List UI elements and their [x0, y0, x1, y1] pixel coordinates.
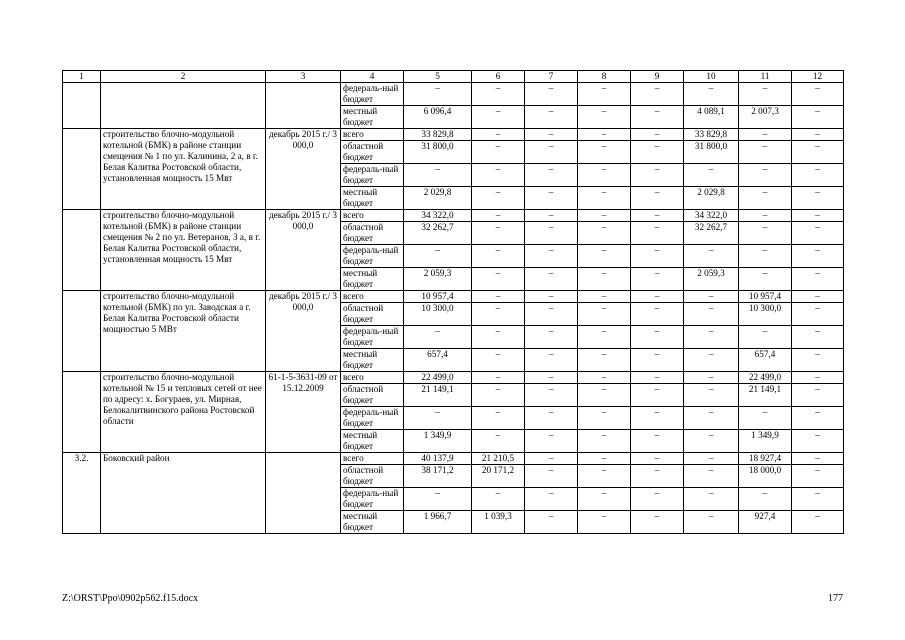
amount-cell: 34 322,0 [404, 210, 472, 222]
object-name-cell: строительство блочно-модульной котельной № 15 и тепловых сетей от нее по адресу: х. Богураев, ул. Мирная, Белокалитвинского района Ростовской области [101, 372, 266, 453]
amount-cell: – [525, 384, 578, 407]
amount-cell: – [404, 83, 472, 106]
amount-cell: 22 499,0 [404, 372, 472, 384]
amount-cell: – [684, 453, 739, 465]
amount-cell: – [739, 222, 792, 245]
amount-cell: – [578, 430, 631, 453]
amount-cell: 1 349,9 [404, 430, 472, 453]
amount-cell: – [684, 303, 739, 326]
amount-cell: 657,4 [404, 349, 472, 372]
column-header: 5 [404, 71, 472, 83]
amount-cell: – [525, 210, 578, 222]
amount-cell: – [684, 326, 739, 349]
amount-cell: – [631, 407, 684, 430]
deadline-cell [266, 83, 341, 129]
amount-cell: – [684, 407, 739, 430]
amount-cell: – [631, 511, 684, 534]
amount-cell: – [631, 268, 684, 291]
amount-cell: – [631, 303, 684, 326]
amount-cell: 927,4 [739, 511, 792, 534]
amount-cell: – [739, 164, 792, 187]
amount-cell: – [631, 453, 684, 465]
amount-cell: – [684, 384, 739, 407]
table-row [63, 129, 844, 141]
amount-cell: – [631, 141, 684, 164]
amount-cell: – [472, 349, 525, 372]
amount-cell: – [739, 407, 792, 430]
amount-cell: – [631, 384, 684, 407]
amount-cell: – [578, 222, 631, 245]
amount-cell: – [631, 129, 684, 141]
amount-cell: – [525, 303, 578, 326]
amount-cell: – [404, 245, 472, 268]
amount-cell: 657,4 [739, 349, 792, 372]
amount-cell: – [525, 222, 578, 245]
amount-cell: – [578, 303, 631, 326]
object-name-cell [101, 83, 266, 129]
amount-cell: – [631, 245, 684, 268]
amount-cell: – [631, 430, 684, 453]
amount-cell: – [578, 453, 631, 465]
amount-cell: 21 210,5 [472, 453, 525, 465]
amount-cell: – [631, 106, 684, 129]
amount-cell: – [404, 407, 472, 430]
amount-cell: 31 800,0 [404, 141, 472, 164]
amount-cell: – [792, 326, 844, 349]
budget-type-cell: федераль-ный бюджет [341, 488, 404, 511]
amount-cell: – [578, 210, 631, 222]
amount-cell: – [472, 141, 525, 164]
amount-cell: – [578, 465, 631, 488]
amount-cell: – [472, 303, 525, 326]
amount-cell: – [525, 106, 578, 129]
amount-cell: – [631, 291, 684, 303]
amount-cell: 1 349,9 [739, 430, 792, 453]
amount-cell: – [792, 129, 844, 141]
column-header: 1 [63, 71, 101, 83]
footer-file-path: Z:\ORST\Ppo\0902p562.f15.docx [62, 593, 199, 604]
amount-cell: – [472, 372, 525, 384]
column-header: 6 [472, 71, 525, 83]
amount-cell: 1 966,7 [404, 511, 472, 534]
table-row [63, 291, 844, 303]
column-header: 4 [341, 71, 404, 83]
column-header: 11 [739, 71, 792, 83]
object-name-cell: строительство блочно-модульной котельной (БМК) в районе станции смещения № 2 по ул. Ветеранов, 3 а, в г. Белая Калитва Ростовской области, установленная мощность 15 Мвт [101, 210, 266, 291]
amount-cell: – [792, 245, 844, 268]
amount-cell: – [578, 407, 631, 430]
amount-cell: – [578, 488, 631, 511]
amount-cell: – [578, 164, 631, 187]
budget-type-cell: местный бюджет [341, 349, 404, 372]
amount-cell: – [472, 222, 525, 245]
amount-cell: – [684, 465, 739, 488]
amount-cell: – [739, 187, 792, 210]
amount-cell: – [525, 511, 578, 534]
amount-cell: – [792, 511, 844, 534]
amount-cell: – [792, 430, 844, 453]
amount-cell: – [739, 129, 792, 141]
amount-cell: 1 039,3 [472, 511, 525, 534]
amount-cell: – [631, 488, 684, 511]
amount-cell: – [578, 511, 631, 534]
amount-cell: 10 957,4 [404, 291, 472, 303]
amount-cell: – [631, 349, 684, 372]
object-name-cell: строительство блочно-модульной котельной (БМК) в районе станции смещения № 1 по ул. Калинина, 2 а, в г. Белая Калитва Ростовской области, установленная мощность 15 Мвт [101, 129, 266, 210]
amount-cell: – [684, 372, 739, 384]
amount-cell: 40 137,9 [404, 453, 472, 465]
amount-cell: – [525, 465, 578, 488]
amount-cell: 31 800,0 [684, 141, 739, 164]
amount-cell: – [472, 430, 525, 453]
table-row [63, 453, 844, 465]
amount-cell: – [684, 245, 739, 268]
amount-cell: – [525, 349, 578, 372]
amount-cell: – [578, 384, 631, 407]
amount-cell: – [525, 129, 578, 141]
column-header: 9 [631, 71, 684, 83]
amount-cell: – [525, 164, 578, 187]
amount-cell: 10 957,4 [739, 291, 792, 303]
budget-type-cell: областной бюджет [341, 222, 404, 245]
amount-cell: – [525, 291, 578, 303]
item-number-cell [63, 210, 101, 291]
budget-type-cell: местный бюджет [341, 106, 404, 129]
item-number-cell [63, 83, 101, 129]
amount-cell: – [631, 187, 684, 210]
amount-cell: 32 262,7 [684, 222, 739, 245]
amount-cell: 2 029,8 [684, 187, 739, 210]
amount-cell: – [472, 83, 525, 106]
item-number-cell [63, 129, 101, 210]
budget-type-cell: областной бюджет [341, 303, 404, 326]
budget-type-cell: федераль-ный бюджет [341, 83, 404, 106]
table-row [63, 210, 844, 222]
amount-cell: – [739, 210, 792, 222]
amount-cell: – [631, 210, 684, 222]
amount-cell: – [525, 245, 578, 268]
amount-cell: – [684, 488, 739, 511]
amount-cell: 32 262,7 [404, 222, 472, 245]
amount-cell: – [472, 210, 525, 222]
budget-type-cell: местный бюджет [341, 187, 404, 210]
amount-cell: – [472, 268, 525, 291]
amount-cell: 38 171,2 [404, 465, 472, 488]
amount-cell: – [525, 430, 578, 453]
amount-cell: – [739, 268, 792, 291]
column-header: 3 [266, 71, 341, 83]
amount-cell: 4 089,1 [684, 106, 739, 129]
amount-cell: – [792, 141, 844, 164]
amount-cell: – [578, 83, 631, 106]
amount-cell: 2 059,3 [684, 268, 739, 291]
amount-cell: – [684, 164, 739, 187]
object-name-cell: Боковский район [101, 453, 266, 534]
amount-cell: – [525, 488, 578, 511]
table-row [63, 83, 844, 106]
amount-cell: – [578, 187, 631, 210]
amount-cell: – [578, 372, 631, 384]
amount-cell: – [792, 164, 844, 187]
budget-type-cell: местный бюджет [341, 511, 404, 534]
footer-page-number: 177 [828, 593, 843, 604]
budget-type-cell: всего [341, 210, 404, 222]
budget-type-cell: всего [341, 453, 404, 465]
budget-type-cell: областной бюджет [341, 384, 404, 407]
table-header-row [63, 71, 844, 83]
amount-cell: 22 499,0 [739, 372, 792, 384]
amount-cell: 33 829,8 [684, 129, 739, 141]
amount-cell: – [525, 187, 578, 210]
budget-type-cell: всего [341, 291, 404, 303]
amount-cell: – [578, 245, 631, 268]
amount-cell: – [578, 268, 631, 291]
budget-type-cell: областной бюджет [341, 465, 404, 488]
deadline-cell: 61-1-5-3631-09 от 15.12.2009 [266, 372, 341, 453]
amount-cell: – [525, 407, 578, 430]
amount-cell: 18 927,4 [739, 453, 792, 465]
amount-cell: – [792, 303, 844, 326]
amount-cell: – [792, 488, 844, 511]
amount-cell: – [578, 291, 631, 303]
amount-cell: – [739, 326, 792, 349]
amount-cell: – [472, 245, 525, 268]
amount-cell: – [404, 326, 472, 349]
amount-cell: – [525, 268, 578, 291]
amount-cell: – [631, 83, 684, 106]
amount-cell: – [792, 210, 844, 222]
amount-cell: – [472, 326, 525, 349]
amount-cell: – [792, 291, 844, 303]
amount-cell: 10 300,0 [739, 303, 792, 326]
amount-cell: – [525, 83, 578, 106]
amount-cell: – [578, 129, 631, 141]
amount-cell: – [792, 83, 844, 106]
amount-cell: – [631, 326, 684, 349]
amount-cell: 21 149,1 [739, 384, 792, 407]
amount-cell: – [578, 141, 631, 164]
amount-cell: – [792, 465, 844, 488]
amount-cell: – [739, 488, 792, 511]
deadline-cell [266, 453, 341, 534]
amount-cell: – [472, 164, 525, 187]
amount-cell: 34 322,0 [684, 210, 739, 222]
item-number-cell: 3.2. [63, 453, 101, 534]
amount-cell: – [739, 83, 792, 106]
amount-cell: – [404, 488, 472, 511]
budget-type-cell: областной бюджет [341, 141, 404, 164]
budget-type-cell: федераль-ный бюджет [341, 164, 404, 187]
amount-cell: – [792, 268, 844, 291]
amount-cell: – [792, 407, 844, 430]
amount-cell: – [472, 488, 525, 511]
amount-cell: – [739, 245, 792, 268]
budget-table [62, 70, 844, 534]
amount-cell: 2 007,3 [739, 106, 792, 129]
amount-cell: 21 149,1 [404, 384, 472, 407]
amount-cell: – [472, 291, 525, 303]
amount-cell: – [684, 511, 739, 534]
amount-cell: – [472, 384, 525, 407]
amount-cell: – [792, 187, 844, 210]
amount-cell: – [684, 291, 739, 303]
amount-cell: – [404, 164, 472, 187]
amount-cell: – [684, 349, 739, 372]
amount-cell: – [792, 106, 844, 129]
amount-cell: – [578, 349, 631, 372]
amount-cell: – [739, 141, 792, 164]
amount-cell: 18 000,0 [739, 465, 792, 488]
amount-cell: – [684, 83, 739, 106]
amount-cell: – [525, 326, 578, 349]
amount-cell: – [525, 141, 578, 164]
budget-type-cell: всего [341, 129, 404, 141]
column-header: 2 [101, 71, 266, 83]
amount-cell: – [578, 326, 631, 349]
column-header: 8 [578, 71, 631, 83]
budget-type-cell: федераль-ный бюджет [341, 326, 404, 349]
budget-type-cell: местный бюджет [341, 268, 404, 291]
deadline-cell: декабрь 2015 г./ 3 000,0 [266, 129, 341, 210]
item-number-cell [63, 372, 101, 453]
amount-cell: 2 029,8 [404, 187, 472, 210]
amount-cell: 33 829,8 [404, 129, 472, 141]
amount-cell: – [792, 384, 844, 407]
amount-cell: 20 171,2 [472, 465, 525, 488]
amount-cell: – [792, 372, 844, 384]
column-header: 12 [792, 71, 844, 83]
amount-cell: – [684, 430, 739, 453]
amount-cell: – [525, 453, 578, 465]
amount-cell: – [792, 453, 844, 465]
amount-cell: – [631, 465, 684, 488]
amount-cell: – [631, 164, 684, 187]
deadline-cell: декабрь 2015 г./ 3 000,0 [266, 210, 341, 291]
amount-cell: – [472, 129, 525, 141]
column-header: 7 [525, 71, 578, 83]
amount-cell: 10 300,0 [404, 303, 472, 326]
amount-cell: – [792, 349, 844, 372]
amount-cell: – [525, 372, 578, 384]
budget-type-cell: местный бюджет [341, 430, 404, 453]
amount-cell: 2 059,3 [404, 268, 472, 291]
amount-cell: – [472, 106, 525, 129]
amount-cell: 6 096,4 [404, 106, 472, 129]
amount-cell: – [472, 187, 525, 210]
budget-type-cell: федераль-ный бюджет [341, 407, 404, 430]
amount-cell: – [631, 372, 684, 384]
item-number-cell [63, 291, 101, 372]
column-header: 10 [684, 71, 739, 83]
deadline-cell: декабрь 2015 г./ 3 000,0 [266, 291, 341, 372]
budget-type-cell: федераль-ный бюджет [341, 245, 404, 268]
amount-cell: – [578, 106, 631, 129]
amount-cell: – [792, 222, 844, 245]
budget-type-cell: всего [341, 372, 404, 384]
amount-cell: – [472, 407, 525, 430]
table-row [63, 372, 844, 384]
amount-cell: – [631, 222, 684, 245]
object-name-cell: строительство блочно-модульной котельной (БМК) по ул. Заводская а г. Белая Калитва Ростовской области мощностью 5 МВт [101, 291, 266, 372]
